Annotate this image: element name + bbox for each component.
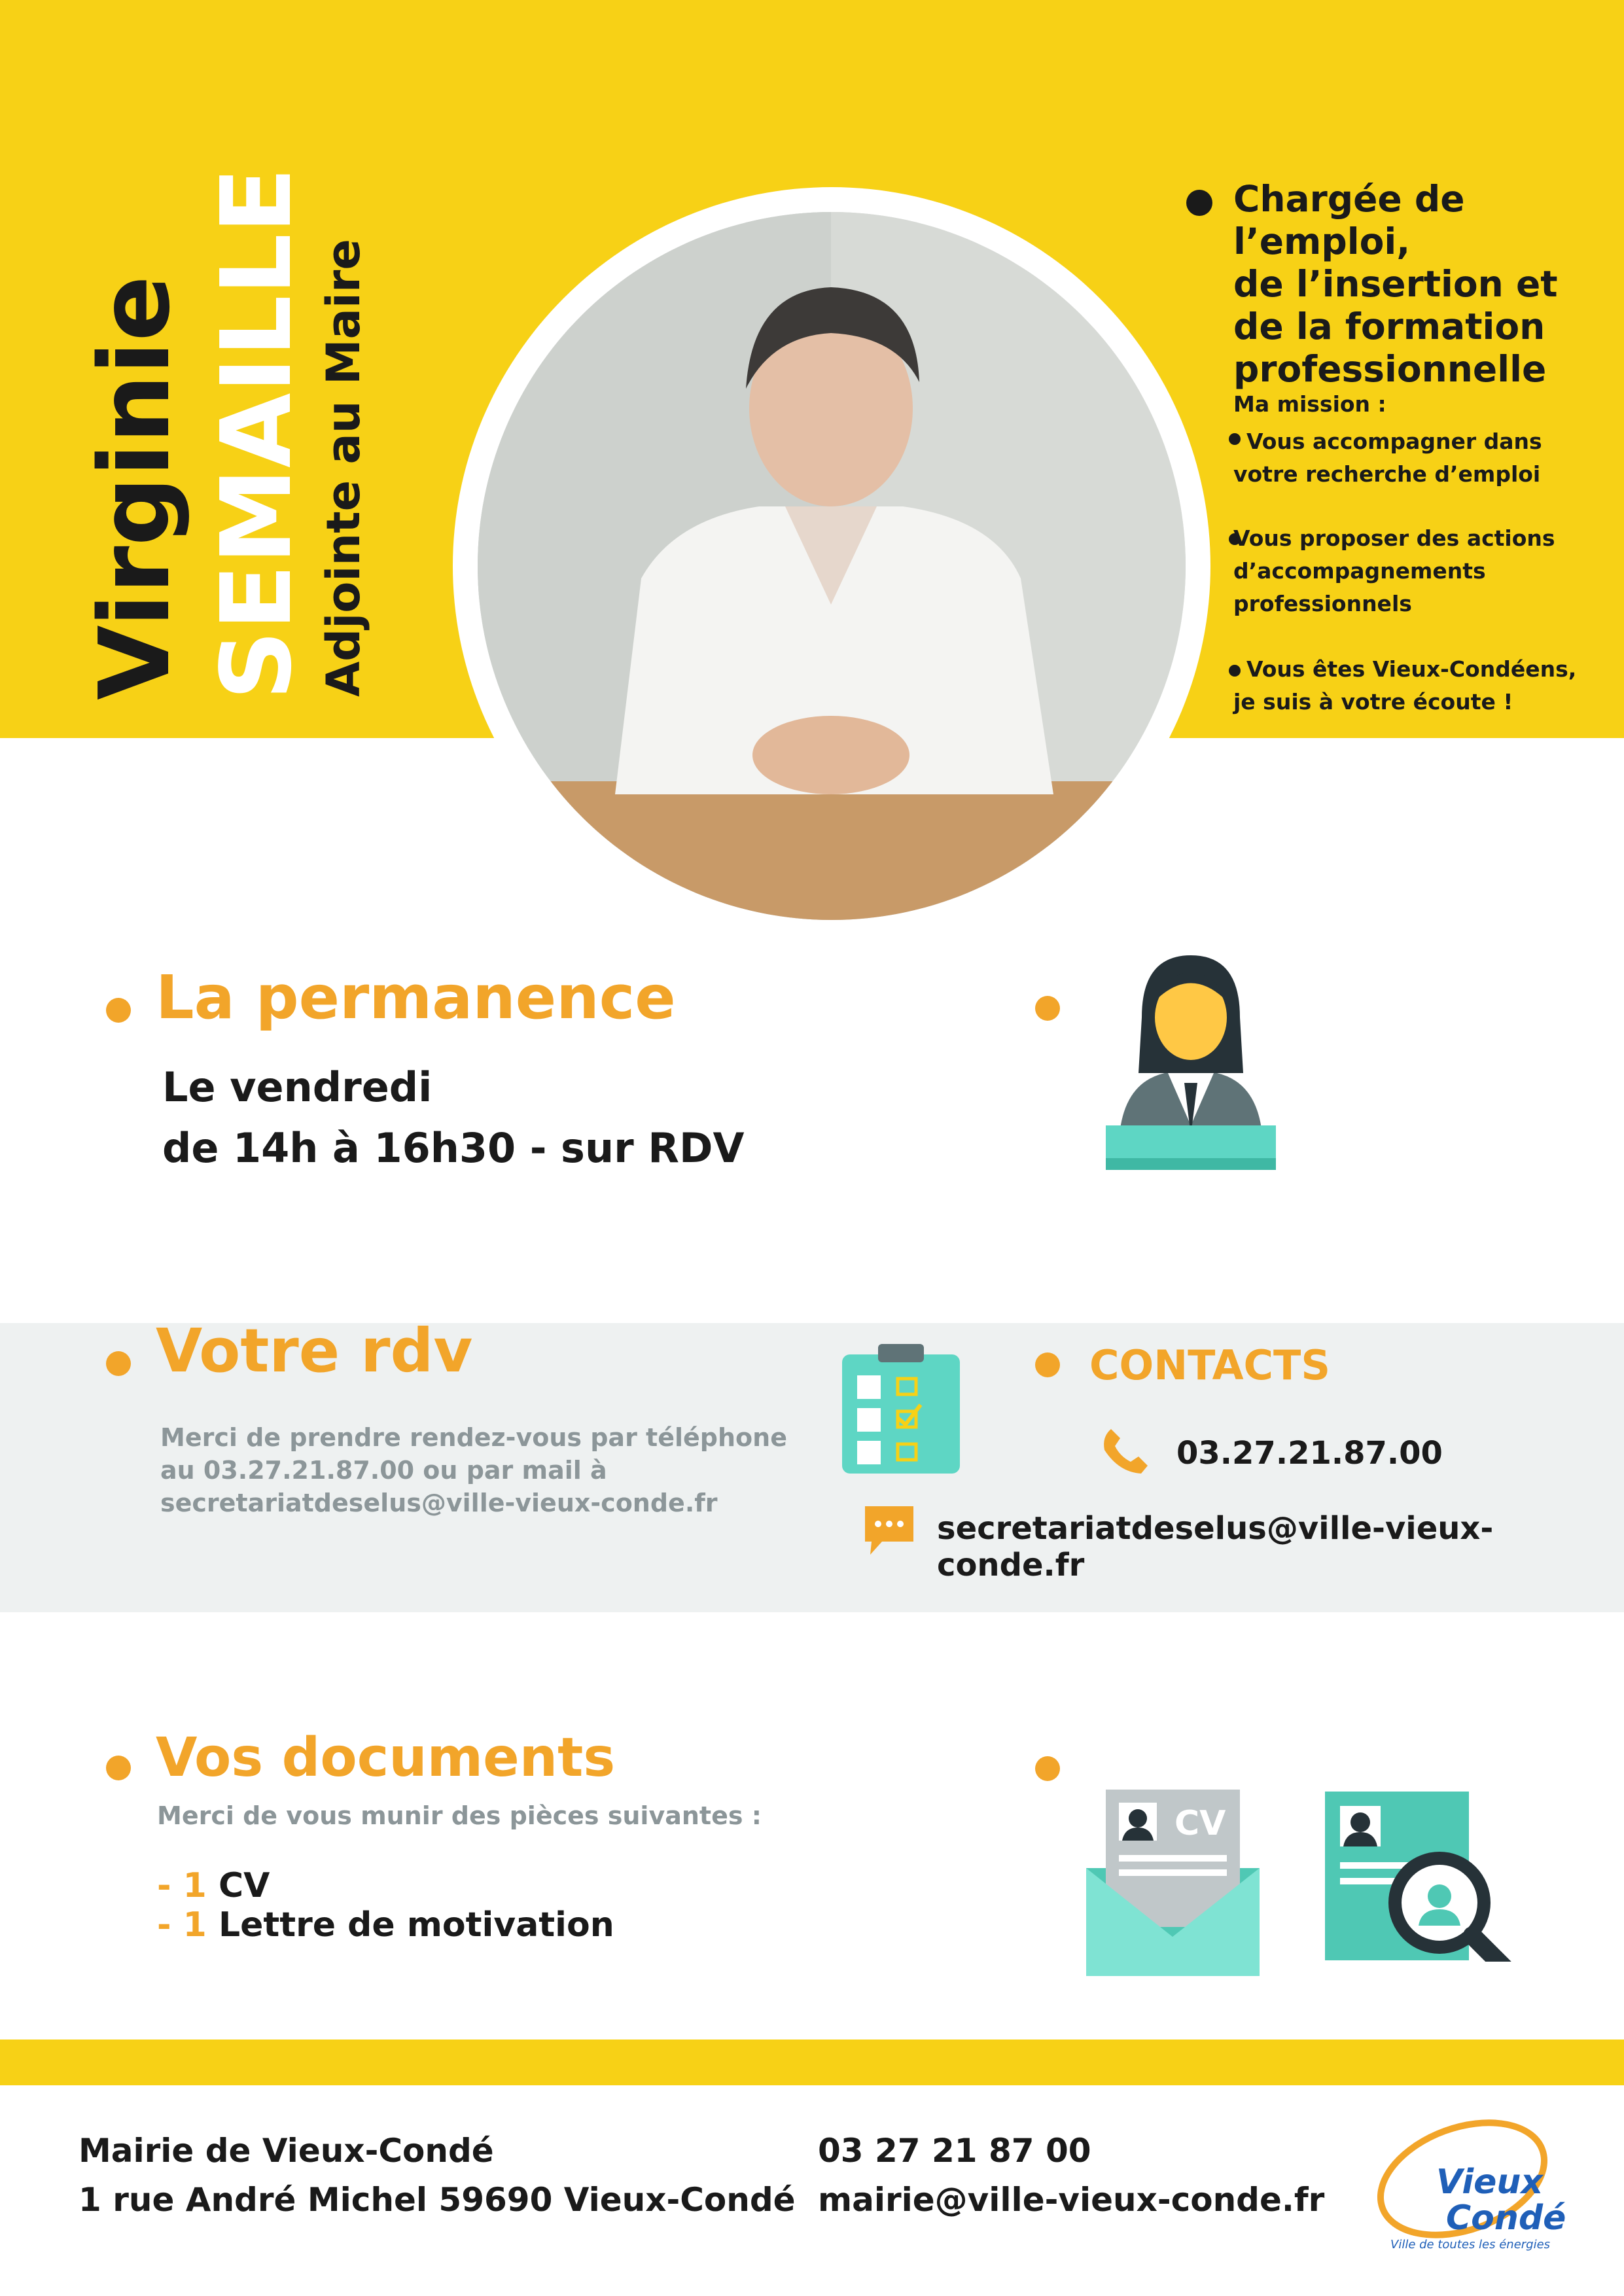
portrait-photo [478, 212, 1186, 920]
footer-email[interactable]: mairie@ville-vieux-conde.fr [818, 2181, 1325, 2219]
logo-tagline: Ville de toutes les énergies [1390, 2238, 1551, 2252]
footer-address: 1 rue André Michel 59690 Vieux-Condé [79, 2181, 796, 2219]
documents-intro: Merci de vous munir des pièces suivantes : [157, 1801, 762, 1830]
rdv-heading: Votre rdv [156, 1316, 473, 1386]
document-item-letter: - 1 Lettre de motivation [157, 1905, 614, 1945]
first-name: Virginie [79, 275, 191, 700]
rdv-instructions: Merci de prendre rendez-vous par téléphone au 03.27.21.87.00 ou par mail à secretariatdeselus@ville-vieux-conde.fr [160, 1423, 787, 1517]
documents-bullet [106, 1756, 131, 1780]
receptionist-icon [1093, 952, 1289, 1174]
mission-item-1: Vous accompagner dans votre recherche d’emploi [1233, 429, 1542, 487]
permanence-day: Le vendredi [162, 1063, 432, 1111]
appointment-checklist-icon [839, 1343, 963, 1477]
cv-badge: CV [1174, 1804, 1226, 1843]
contacts-heading: CONTACTS [1089, 1341, 1331, 1389]
contact-phone[interactable]: 03.27.21.87.00 [1176, 1435, 1443, 1472]
rdv-bullet [106, 1351, 131, 1376]
document-item-cv: - 1 CV [157, 1866, 270, 1905]
phone-icon [1099, 1425, 1152, 1477]
message-icon [862, 1504, 916, 1557]
documents-icons-bullet [1035, 1756, 1060, 1781]
mission-item-2: Vous proposer des actions d’accompagnements professionnels [1233, 525, 1555, 616]
title-bullet [1186, 190, 1212, 216]
permanence-bullet [106, 998, 131, 1023]
responsibility-title: Chargée de l’emploi, de l’insertion et de la formation professionnelle [1233, 178, 1558, 390]
permanence-heading: La permanence [156, 963, 676, 1033]
contacts-bullet [1035, 1352, 1060, 1377]
logo-word-vieux: Vieux [1436, 2163, 1543, 2202]
mission-item-3: Vous êtes Vieux-Condéens, je suis à votre écoute ! [1233, 656, 1577, 715]
reception-bullet [1035, 996, 1060, 1021]
mission-label: Ma mission : [1233, 391, 1386, 417]
documents-heading: Vos documents [156, 1727, 616, 1789]
contact-email[interactable]: secretariatdeselus@ville-vieux-conde.fr [937, 1510, 1494, 1583]
footer-org: Mairie de Vieux-Condé [79, 2132, 494, 2170]
vieux-conde-logo[interactable] [1364, 2107, 1587, 2264]
footer-divider-strip [0, 2040, 1624, 2085]
logo-word-conde: Condé [1446, 2199, 1566, 2238]
permanence-hours: de 14h à 16h30 - sur RDV [162, 1124, 745, 1172]
footer-phone[interactable]: 03 27 21 87 00 [818, 2132, 1091, 2170]
last-name: SEMAILLE [200, 167, 313, 700]
cv-search-icon [1322, 1792, 1544, 1962]
cv-envelope-icon [1083, 1790, 1263, 1979]
role-title: Adjointe au Maire [317, 239, 370, 697]
